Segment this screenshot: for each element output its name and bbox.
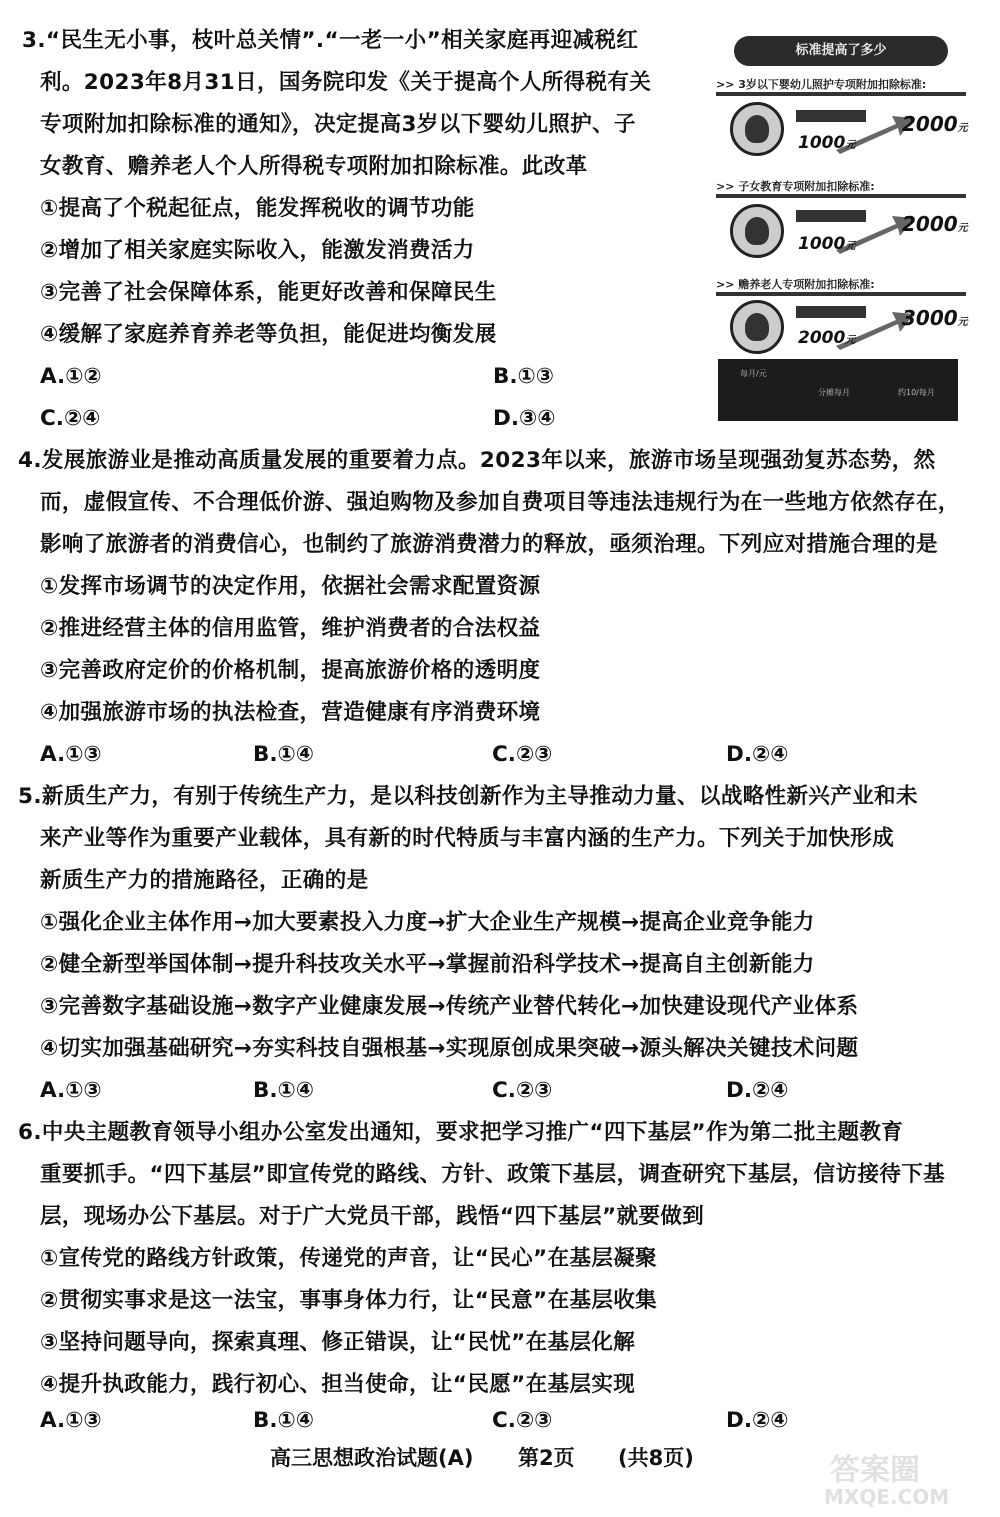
q4-statement-1: ①发挥市场调节的决定作用，依据社会需求配置资源 [40, 574, 541, 599]
q5-statement-3: ③完善数字基础设施→数字产业健康发展→传统产业替代转化→加快建设现代产业体系 [40, 994, 859, 1019]
q4-option-b[interactable]: B.①④ [253, 742, 314, 767]
section-1-from-value: 1000元 [798, 133, 856, 153]
q5-statement-1: ①强化企业主体作用→加大要素投入力度→扩大企业生产规模→提高企业竞争能力 [40, 910, 815, 935]
q6-line-2: 重要抓手。“四下基层”即宣传党的路线、方针、政策下基层，调查研究下基层，信访接待下基 [40, 1162, 946, 1187]
q4-option-d[interactable]: D.②④ [726, 742, 789, 767]
q6-statement-3: ③坚持问题导向，探索真理、修正错误，让“民忧”在基层化解 [40, 1330, 636, 1355]
infographic-section-1-title: >> 3岁以下婴幼儿照护专项附加扣除标准: [716, 78, 927, 91]
footer-line-1: 每月/元 [740, 369, 767, 378]
infographic-footer [718, 359, 958, 421]
infographic-section-2-title: >> 子女教育专项附加扣除标准: [716, 180, 875, 193]
q5-line-3: 新质生产力的措施路径，正确的是 [40, 868, 369, 893]
footer-line-2: 分摊每月 [818, 388, 850, 397]
q6-statement-2: ②贯彻实事求是这一法宝，事事身体力行，让“民意”在基层收集 [40, 1288, 658, 1313]
q6-line-1: 6.中央主题教育领导小组办公室发出通知，要求把学习推广“四下基层”作为第二批主题教育 [18, 1120, 904, 1145]
footer-page-number: 第2页 [518, 1446, 575, 1470]
watermark-site: MXQE.COM [824, 1485, 950, 1509]
q3-statement-2: ②增加了相关家庭实际收入，能激发消费活力 [40, 238, 475, 263]
q5-line-1: 5.新质生产力，有别于传统生产力，是以科技创新作为主导推动力量、以战略性新兴产业和未 [18, 784, 918, 809]
q4-line-3: 影响了旅游者的消费信心，也制约了旅游消费潜力的释放，亟须治理。下列应对措施合理的是 [40, 532, 938, 557]
q4-statement-2: ②推进经营主体的信用监管，维护消费者的合法权益 [40, 616, 541, 641]
footer-total-pages: (共8页) [618, 1446, 694, 1470]
q3-statement-4: ④缓解了家庭养育养老等负担，能促进均衡发展 [40, 322, 497, 347]
elderly-avatar-icon [730, 300, 784, 354]
footer-exam-title: 高三思想政治试题(A) [270, 1446, 474, 1470]
q4-option-a[interactable]: A.①③ [40, 742, 102, 767]
q5-line-2: 来产业等作为重要产业载体，具有新的时代特质与丰富内涵的生产力。下列关于加快形成 [40, 826, 895, 851]
site-watermark [820, 1445, 990, 1511]
q3-line-1: 3.“民生无小事，枝叶总关情”.“一老一小”相关家庭再迎减税红 [22, 28, 639, 53]
q4-statement-4: ④加强旅游市场的执法检查，营造健康有序消费环境 [40, 700, 541, 725]
q5-option-b[interactable]: B.①④ [253, 1078, 314, 1103]
q3-line-3: 专项附加扣除标准的通知》，决定提高3岁以下婴幼儿照护、子 [40, 112, 636, 137]
q3-statement-1: ①提高了个税起征点，能发挥税收的调节功能 [40, 196, 475, 221]
q4-statement-3: ③完善政府定价的价格机制，提高旅游价格的透明度 [40, 658, 541, 683]
watermark-logo: 答案圈 [830, 1453, 920, 1488]
q6-option-b[interactable]: B.①④ [253, 1408, 314, 1433]
divider [716, 92, 966, 96]
section-2-from-value: 1000元 [798, 234, 856, 254]
divider [716, 194, 966, 198]
q6-option-a[interactable]: A.①③ [40, 1408, 102, 1433]
q3-option-c[interactable]: C.②④ [40, 406, 101, 431]
footer-line-3: 约10/每月 [898, 388, 935, 397]
section-2-to-value: 2000元 [902, 212, 968, 236]
section-1-to-value: 2000元 [902, 112, 968, 136]
toddler-avatar-icon [730, 102, 784, 156]
infographic-section-3-title: >> 赡养老人专项附加扣除标准: [716, 278, 875, 291]
q5-statement-2: ②健全新型举国体制→提升科技攻关水平→掌握前沿科学技术→提高自主创新能力 [40, 952, 815, 977]
q3-option-a[interactable]: A.①② [40, 364, 102, 389]
q4-option-c[interactable]: C.②③ [492, 742, 553, 767]
q5-statement-4: ④切实加强基础研究→夯实科技自强根基→实现原创成果突破→源头解决关键技术问题 [40, 1036, 859, 1061]
q5-option-d[interactable]: D.②④ [726, 1078, 789, 1103]
q3-option-b[interactable]: B.①③ [493, 364, 554, 389]
student-avatar-icon [730, 204, 784, 258]
q3-line-2: 利。2023年8月31日，国务院印发《关于提高个人所得税有关 [40, 70, 652, 95]
divider [716, 292, 966, 296]
q4-line-1: 4.发展旅游业是推动高质量发展的重要着力点。2023年以来，旅游市场呈现强劲复苏态势，然 [18, 448, 936, 473]
q4-line-2: 而，虚假宣传、不合理低价游、强迫购物及参加自费项目等违法违规行为在一些地方依然存在， [40, 490, 960, 515]
q6-statement-1: ①宣传党的路线方针政策，传递党的声音，让“民心”在基层凝聚 [40, 1246, 658, 1271]
q6-line-3: 层，现场办公下基层。对于广大党员干部，践悟“四下基层”就要做到 [40, 1204, 705, 1229]
section-3-from-value: 2000元 [798, 328, 856, 348]
q6-option-c[interactable]: C.②③ [492, 1408, 553, 1433]
q5-option-a[interactable]: A.①③ [40, 1078, 102, 1103]
section-3-to-value: 3000元 [902, 306, 968, 330]
q5-option-c[interactable]: C.②③ [492, 1078, 553, 1103]
infographic-header: 标准提高了多少 [734, 36, 948, 66]
q6-option-d[interactable]: D.②④ [726, 1408, 789, 1433]
q3-option-d[interactable]: D.③④ [493, 406, 556, 431]
q6-statement-4: ④提升执政能力，践行初心、担当使命，让“民愿”在基层实现 [40, 1372, 636, 1397]
tax-deduction-infographic [712, 36, 970, 428]
q3-statement-3: ③完善了社会保障体系，能更好改善和保障民生 [40, 280, 497, 305]
q3-line-4: 女教育、赡养老人个人所得税专项附加扣除标准。此改革 [40, 154, 588, 179]
